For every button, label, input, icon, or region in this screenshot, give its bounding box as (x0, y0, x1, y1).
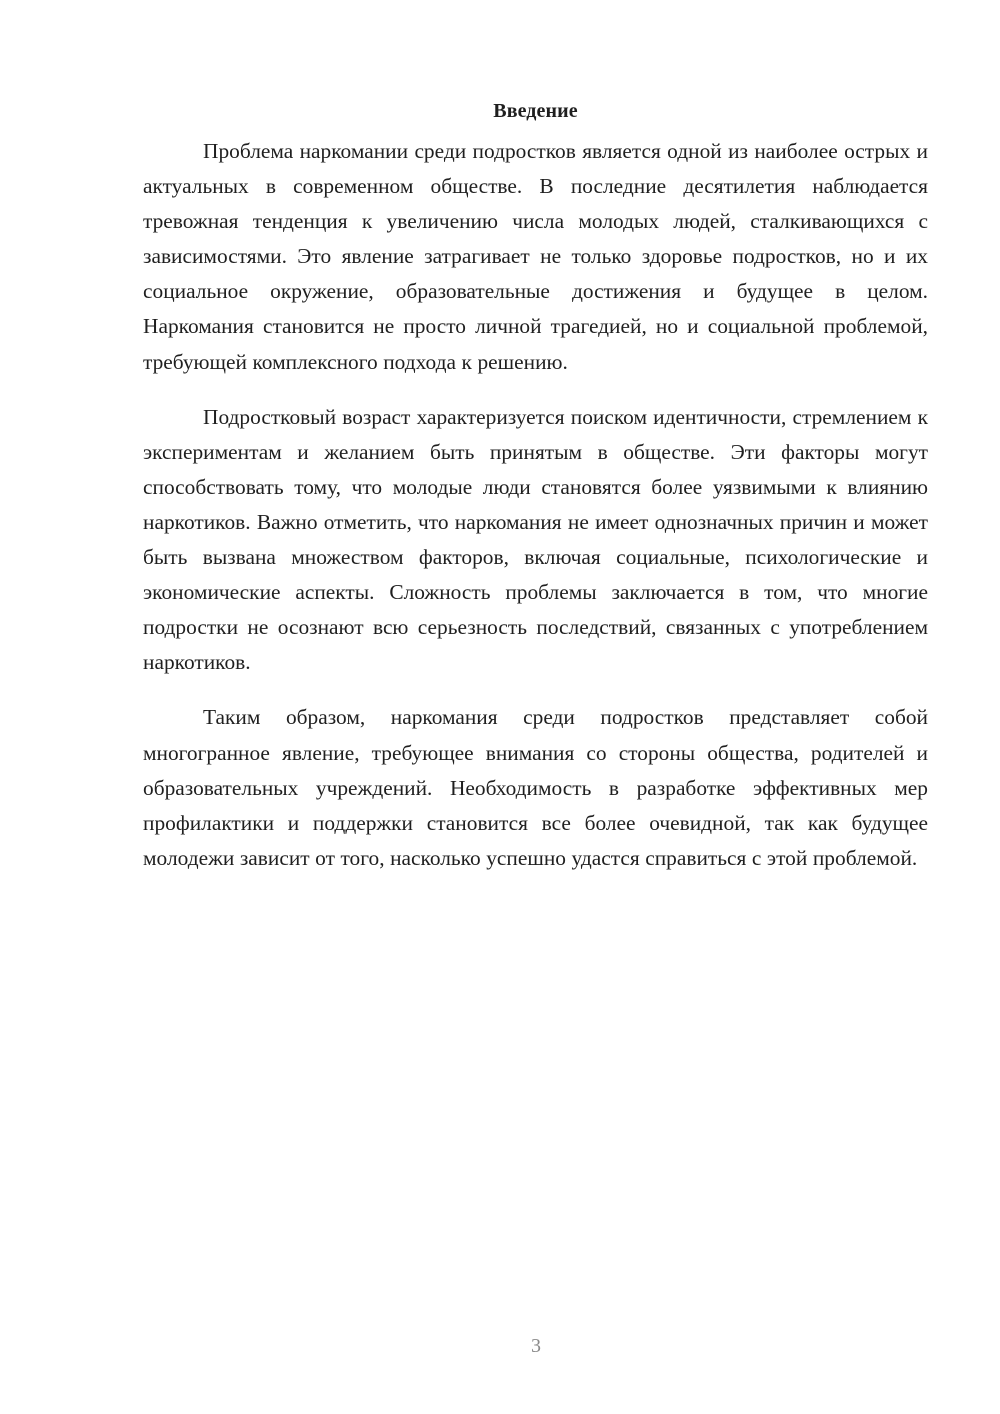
paragraph-3: Таким образом, наркомания среди подростков представляет собой многогранное явление, требующее внимания со стороны общества, родителей и образовательных учреждений. Необходимость в разработке эффективных мер профилактики и поддержки становится все более очевидной, так как будущее молодежи зависит от того, насколько успешно удастся справиться с этой проблемой. (143, 705, 928, 870)
section-title: Введение (493, 100, 578, 122)
paragraph-1: Проблема наркомании среди подростков является одной из наиболее острых и актуальных в современном обществе. В последние десятилетия наблюдается тревожная тенденция к увеличению числа молодых людей, сталкивающихся с зависимостями. Это явление затрагивает не только здоровье подростков, но и их социальное окружение, образовательные достижения и будущее в целом. Наркомания становится не просто личной трагедией, но и социальной проблемой, требующей комплексного подхода к решению. (143, 139, 928, 374)
paragraph-2: Подростковый возраст характеризуется поиском идентичности, стремлением к экспериментам и желанием быть принятым в обществе. Эти факторы могут способствовать тому, что молодые люди становятся более уязвимыми к влиянию наркотиков. Важно отметить, что наркомания не имеет однозначных причин и может быть вызвана множеством факторов, включая социальные, психологические и экономические аспекты. Сложность проблемы заключается в том, что многие подростки не осознают всю серьезность последствий, связанных с употреблением наркотиков. (143, 404, 928, 675)
page-content (143, 96, 928, 876)
page-number: 3 (531, 1335, 541, 1357)
